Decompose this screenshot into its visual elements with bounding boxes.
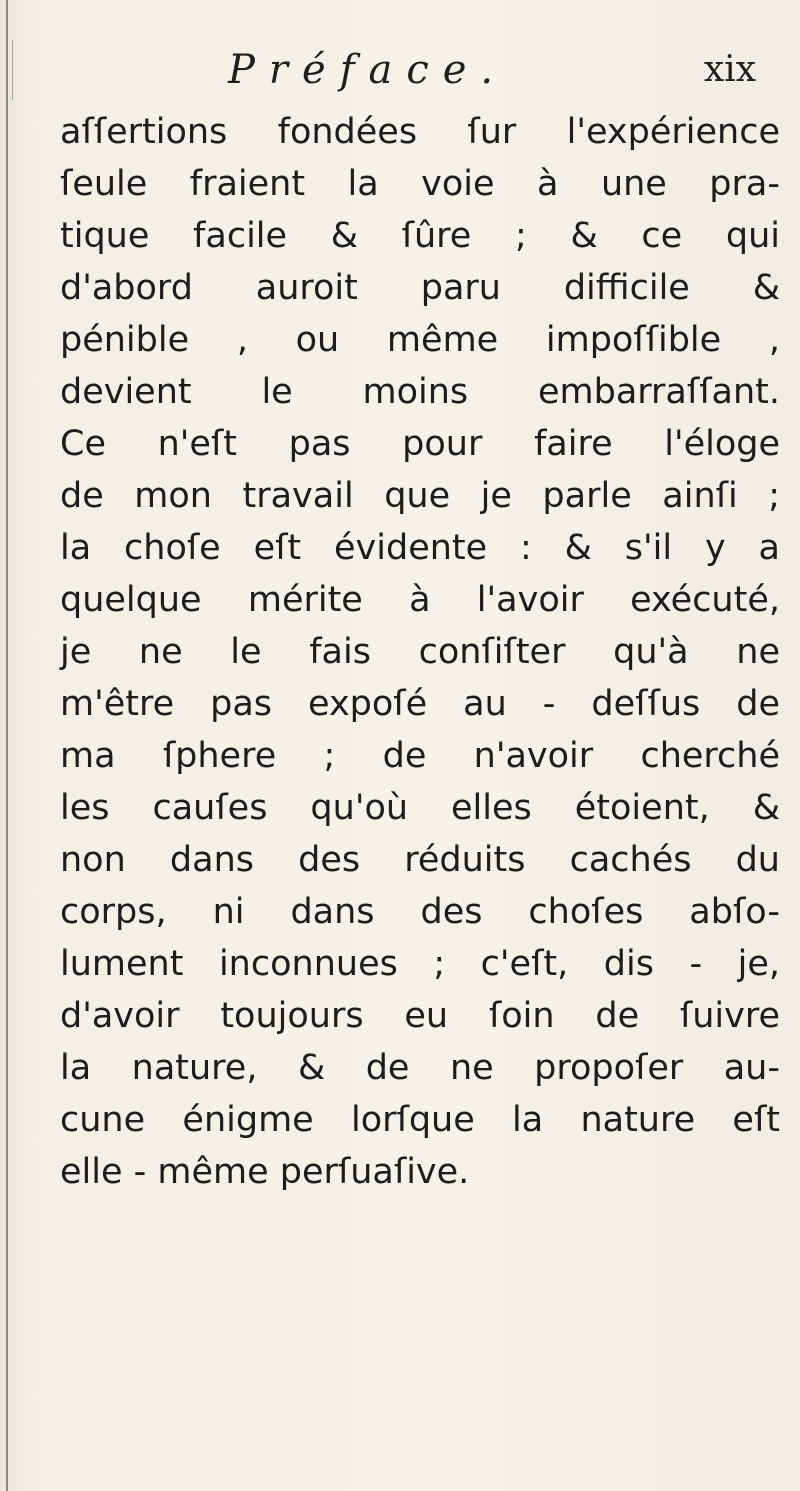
text-line: Ce n'eſt pas pour faire l'éloge xyxy=(60,424,780,464)
text-line: quelque mérite à l'avoir exécuté, xyxy=(60,580,780,620)
page-edge-mark xyxy=(12,40,13,100)
text-line: de mon travail que je parle ainſi ; xyxy=(60,476,780,516)
text-line: ſeule fraient la voie à une pra- xyxy=(60,164,780,204)
page-edge-shadow xyxy=(6,0,8,1491)
text-line: m'être pas expoſé au - deſſus de xyxy=(60,684,780,724)
text-line: non dans des réduits cachés du xyxy=(60,840,780,880)
text-line: les cauſes qu'où elles étoient, & xyxy=(60,788,780,828)
text-line: d'abord auroit paru difficile & xyxy=(60,268,780,308)
body-text xyxy=(60,106,780,1198)
text-line: la nature, & de ne propoſer au- xyxy=(60,1048,780,1088)
running-title: Préface. xyxy=(228,47,508,93)
text-line: pénible , ou même impoſſible , xyxy=(60,320,780,360)
text-line: elle - même perſuaſive. xyxy=(60,1152,470,1192)
text-line: d'avoir toujours eu ſoin de ſuivre xyxy=(60,996,780,1036)
text-line: ma ſphere ; de n'avoir cherché xyxy=(60,736,780,776)
page-number: xix xyxy=(703,49,756,90)
text-line: cune énigme lorſque la nature eſt xyxy=(60,1100,780,1140)
text-line: aſſertions fondées ſur l'expérience xyxy=(60,112,780,152)
text-line: lument inconnues ; c'eſt, dis - je, xyxy=(60,944,780,984)
text-line: la choſe eſt évidente : & s'il y a xyxy=(60,528,780,568)
page-header xyxy=(60,40,760,100)
text-line: devient le moins embarraſſant. xyxy=(60,372,780,412)
text-line: corps, ni dans des choſes abſo- xyxy=(60,892,780,932)
text-line: je ne le fais conſiſter qu'à ne xyxy=(60,632,780,672)
text-line: tique facile & ſûre ; & ce qui xyxy=(60,216,780,256)
